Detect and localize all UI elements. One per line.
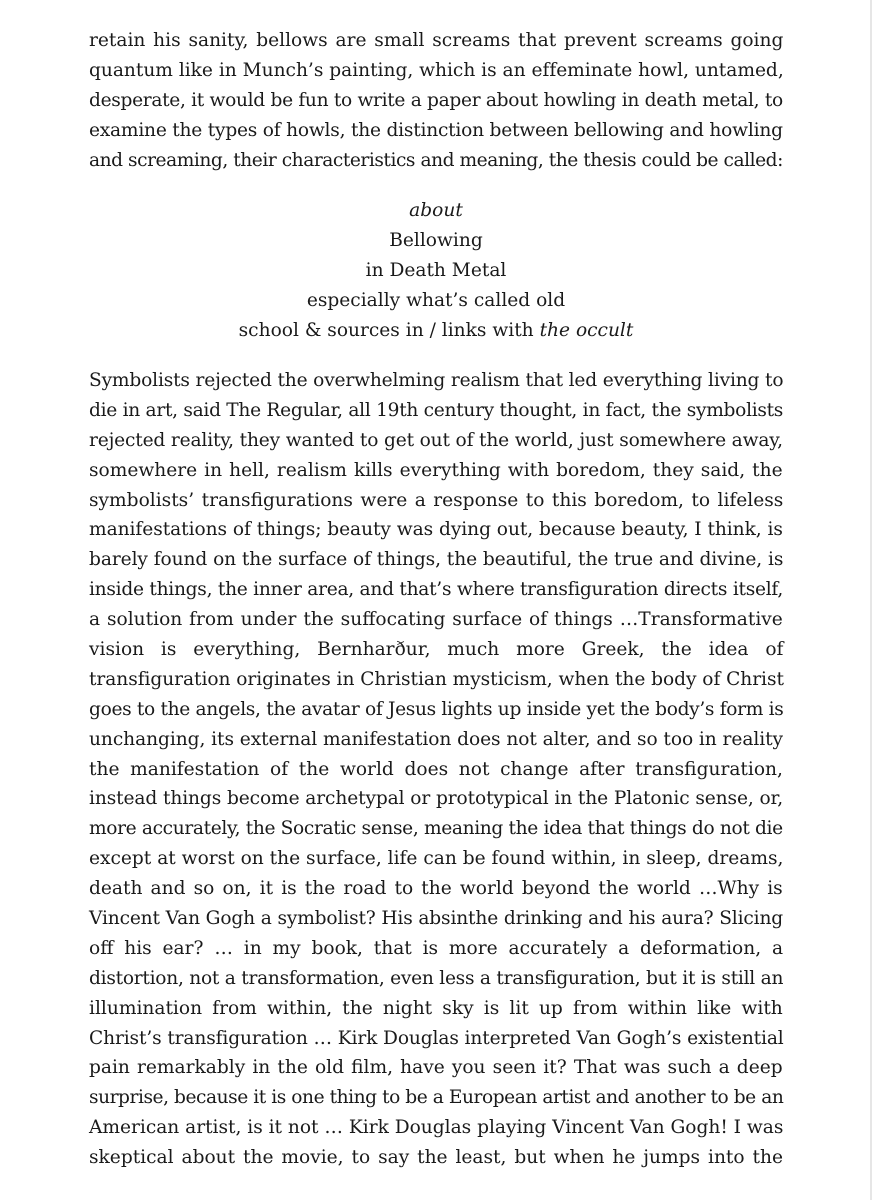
text-line: transfiguration originates in Christian mysticism, when the body of Christ <box>89 668 784 690</box>
top-paragraph <box>89 26 783 175</box>
text-line: examine the types of howls, the distinction between bellowing and howling <box>89 119 783 141</box>
text-line: and screaming, their characteristics and meaning, the thesis could be called: <box>89 149 783 171</box>
text-line: die in art, said The Regular, all 19th century thought, in fact, the symbolists <box>89 399 784 421</box>
thesis-title-occult-prefix: school & sources in / links with <box>238 319 540 341</box>
bottom-paragraph <box>89 366 783 1173</box>
thesis-title <box>89 196 783 345</box>
text-line: retain his sanity, bellows are small screams that prevent screams going <box>89 30 784 51</box>
text-line: quantum like in Munch’s painting, which is an effeminate howl, untamed, <box>89 59 784 81</box>
text-line: Vincent Van Gogh a symbolist? His absinthe drinking and his aura? Slicing <box>89 908 784 930</box>
text-line: American artist, is it not … Kirk Douglas playing Vincent Van Gogh! I was <box>89 1117 784 1139</box>
text-line: pain remarkably in the old film, have you seen it? That was such a deep <box>89 1057 783 1079</box>
thesis-title-line-about: about <box>409 200 463 221</box>
text-line: skeptical about the movie, to say the least, but when he jumps into the <box>89 1147 783 1169</box>
thesis-title-line-bellowing: Bellowing <box>389 229 483 251</box>
text-line: inside things, the inner area, and that’s where transfiguration directs itself, <box>89 579 783 601</box>
thesis-title-line-death-metal: in Death Metal <box>365 259 507 281</box>
text-line: manifestations of things; beauty was dying out, because beauty, I think, is <box>89 519 783 541</box>
text-line: distortion, not a transformation, even less a transfiguration, but it is still an <box>89 967 784 989</box>
text-line: illumination from within, the night sky is lit up from within like with <box>89 997 783 1019</box>
text-line: goes to the angels, the avatar of Jesus lights up inside yet the body’s form is <box>89 698 784 720</box>
text-line: except at worst on the surface, life can be found within, in sleep, dreams, <box>89 848 784 870</box>
text-line: symbolists’ transfigurations were a response to this boredom, to lifeless <box>89 489 784 511</box>
text-line: desperate, it would be fun to write a paper about howling in death metal, to <box>89 89 783 111</box>
text-line: a solution from under the suffocating surface of things …Transformative <box>89 609 783 631</box>
thesis-title-occult-italic: the occult <box>539 319 634 341</box>
text-line: surprise, because it is one thing to be a European artist and another to be an <box>89 1087 784 1109</box>
text-line: the manifestation of the world does not change after transfiguration, <box>89 758 783 780</box>
text-line: Symbolists rejected the overwhelming realism that led everything living to <box>89 370 784 391</box>
text-line: unchanging, its external manifestation does not alter, and so too in reality <box>89 728 783 750</box>
text-line: off his ear? … in my book, that is more accurately a deformation, a <box>89 937 784 959</box>
text-line: barely found on the surface of things, the beautiful, the true and divine, is <box>89 549 784 571</box>
text-line: vision is everything, Bernharður, much more Greek, the idea of <box>89 639 784 661</box>
text-line: somewhere in hell, realism kills everything with boredom, they said, the <box>89 459 783 481</box>
text-line: rejected reality, they wanted to get out of the world, just somewhere away, <box>89 429 783 451</box>
thesis-title-line-occult <box>89 316 783 346</box>
text-line: death and so on, it is the road to the world beyond the world …Why is <box>89 878 783 900</box>
text-line: instead things become archetypal or prototypical in the Platonic sense, or, <box>89 788 784 810</box>
thesis-title-line-old: especially what’s called old <box>306 289 566 311</box>
text-line: more accurately, the Socratic sense, meaning the idea that things do not die <box>89 818 783 840</box>
text-line: Christ’s transfiguration … Kirk Douglas interpreted Van Gogh’s existential <box>89 1027 784 1049</box>
